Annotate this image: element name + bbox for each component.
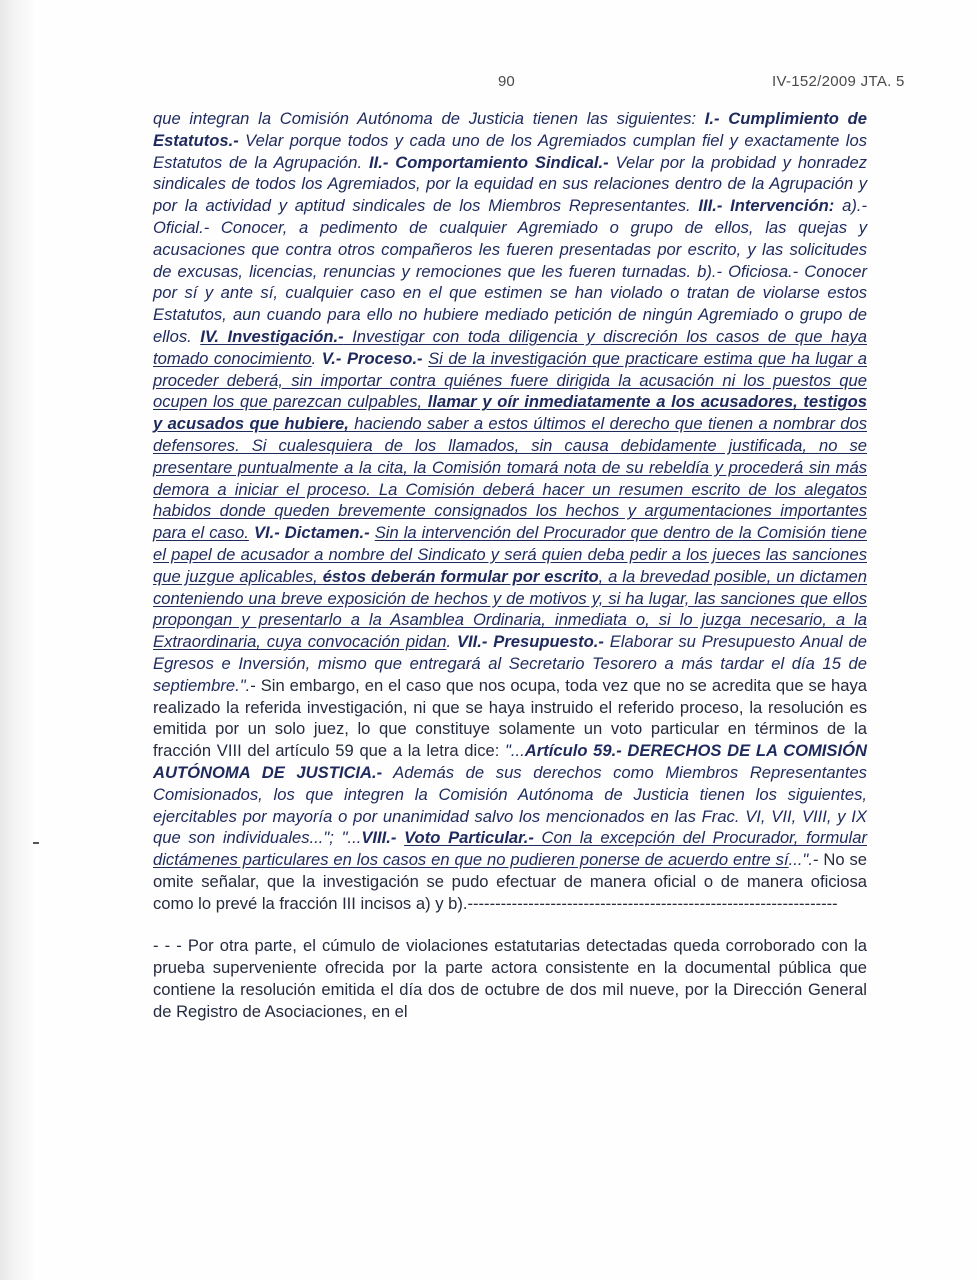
- paragraph-2: - - - Por otra parte, el cúmulo de violaciones estatutarias detectadas queda corroborado con la prueba superveniente ofrecida por la parte actora consistente en la documental pública que contiene la resolución emitida el día dos de octubre de dos mil nueve, por la Dirección General de Registro de Asociaciones, en el: [153, 936, 867, 1021]
- text-run: Velar porque todos y cada uno de los Agremiados cumplan fiel y exactamente los Estatutos de la Agrupación.: [153, 130, 867, 172]
- text-run: .: [446, 632, 457, 652]
- text-run: VII.- Presupuesto.-: [456, 632, 604, 652]
- text-run: I.- Cumplimiento de Estatutos.-: [153, 109, 867, 150]
- text-run: [396, 828, 404, 847]
- text-run: Investigar con toda diligencia y discreción los casos de que haya tomado conocimiento: [153, 326, 867, 368]
- text-run: , a la brevedad posible, un dictamen conteniendo una breve exposición de hechos y de motivos y, si ha lugar, las sanciones que ellos propongan y presentarlo a la Asamblea Ordinaria, inmediata o, si lo juzga necesario, a la Extraordinaria, cuya convocación pidan: [153, 566, 867, 652]
- text-run: - No se omite señalar, que la investigación se pudo efectuar de manera oficial o de manera oficiosa como lo prevé la fracción III incisos a) y b).-------------------------------------------------------------------: [153, 850, 867, 913]
- text-run: Velar por la probidad y honradez sindicales de todos los Agremiados, por la equidad en sus relaciones dentro de la Agrupación y por la actividad y aptitud sindicales de los Miembros Representantes.: [153, 152, 868, 216]
- text-run: II.- Comportamiento Sindical.-: [369, 152, 609, 172]
- page-number: 90: [498, 73, 515, 90]
- text-run: a).- Oficial.- Conocer, a pedimento de cualquier Agremiado o grupo de ellos, las quejas y acusaciones que contra otros compañeros les fueren presentadas por escrito, y las solicitudes de excusas, licencias, renuncias y remociones que les fueren turnadas. b).- Oficiosa.- Conocer por sí y ante sí, cualquier caso en el que estimen se han violado o tratan de violarse estos Estatutos, aun cuando para ello no hubiere mediado petición de ningún Agremiado o grupo de ellos.: [153, 196, 867, 346]
- text-run: Elaborar su Presupuesto Anual de Egresos e Inversión, mismo que entregará al Secretario Tesorero a más tardar el día 15 de septiembre.".: [153, 632, 867, 695]
- text-run: Con la excepción del Procurador, formular dictámenes particulares en los casos en que no pudieren ponerse de acuerdo entre sí: [153, 828, 867, 870]
- page-header: [0, 73, 977, 97]
- text-run: que integran la Comisión Autónoma de Justicia tienen las siguientes:: [153, 109, 705, 128]
- text-run: Además de sus derechos como Miembros Representantes Comisionados, los que integren la Comisión Autónoma de Justicia tienen los siguientes, ejercitables por mayoría o por unanimidad salvo los mencionados en las Frac. VI, VII, VIII, y IX que son individuales..."; "...: [153, 762, 867, 848]
- text-run: VI.- Dictamen.-: [253, 523, 370, 543]
- scan-edge-shadow: [0, 0, 34, 1280]
- text-run: Si de la investigación que practicare estima que ha lugar a proceder deberá, sin importar contra quiénes fuere dirigida la acusación ni los puestos que ocupen los que parezcan culpables,: [153, 348, 867, 412]
- text-run: llamar y oír inmediatamente a los acusadores, testigos y acusados que hubiere,: [153, 392, 867, 434]
- document-body: [153, 108, 867, 1023]
- text-run: VIII.-: [361, 828, 397, 848]
- text-run: III.- Intervención:: [698, 196, 835, 216]
- text-run: - Sin embargo, en el caso que nos ocupa, toda vez que no se acredita que se haya realizado la referida investigación, ni que se haya instruido el referido proceso, la resolución es emitida por un solo juez, lo que constituye solamente un voto particular en términos de la fracción VIII del artículo 59 que a la letra dice:: [153, 675, 867, 761]
- text-run: .: [311, 348, 322, 368]
- paragraph-1: [153, 108, 867, 914]
- text-run: "...: [505, 741, 525, 761]
- text-run: Sin la intervención del Procurador que dentro de la Comisión tiene el papel de acusador a nombre del Sindicato y será quien deba pedir a los jueces las sanciones que juzgue aplicables,: [153, 523, 867, 586]
- text-run: éstos deberán formular por escrito: [322, 566, 599, 586]
- text-run: haciendo saber a estos últimos el derecho que tienen a nombrar dos defensores. Si cualesquiera de los llamados, sin causa debidamente justificada, no se presentare puntualmente a la cita, la Comisión tomará nota de su rebeldía y procederá sin más demora a iniciar el proceso. La Comisión deberá hacer un resumen escrito de los alegatos habidos donde queden brevemente consignados los hechos y argumentaciones importantes para el caso.: [153, 414, 867, 543]
- text-run: ...".: [788, 850, 813, 870]
- text-run: V.- Proceso.-: [321, 348, 423, 368]
- scan-mark: [33, 842, 39, 844]
- text-run: Voto Particular.-: [404, 828, 534, 848]
- text-run: Artículo 59.- DERECHOS DE LA COMISIÓN AUTÓNOMA DE JUSTICIA.-: [153, 741, 867, 782]
- text-run: IV. Investigación.-: [200, 326, 344, 346]
- case-number: IV-152/2009 JTA. 5: [772, 73, 905, 90]
